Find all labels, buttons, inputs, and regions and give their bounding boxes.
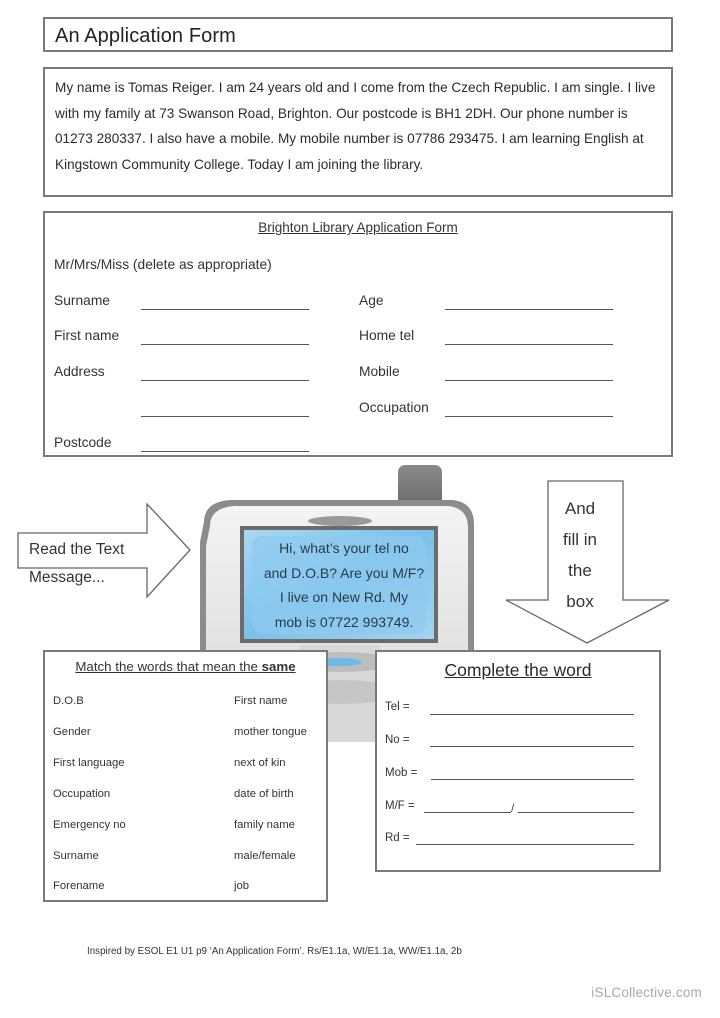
read-text-line: Read the Text: [29, 541, 125, 558]
address-input-line1[interactable]: [141, 380, 309, 381]
mobile-input[interactable]: [445, 380, 613, 381]
sms-line: and D.O.B? Are you M/F?: [263, 564, 425, 581]
mf-label: M/F =: [385, 800, 415, 812]
no-label: No =: [385, 734, 410, 746]
postcode-label: Postcode: [54, 435, 112, 450]
mf-input-f[interactable]: [518, 812, 634, 813]
match-left-item[interactable]: Forename: [53, 880, 105, 892]
read-text-arrow: [17, 503, 192, 598]
match-right-item[interactable]: next of kin: [234, 757, 286, 769]
fill-box-line: And: [564, 499, 596, 518]
age-input[interactable]: [445, 309, 613, 310]
intro-text-box: [43, 67, 673, 197]
home-tel-label: Home tel: [359, 328, 415, 343]
library-application-form: [43, 211, 673, 457]
title-box: [43, 17, 673, 52]
first-name-input[interactable]: [141, 344, 309, 345]
match-right-item[interactable]: male/female: [234, 850, 296, 862]
source-note: Inspired by ESOL E1 U1 p9 ‘An Application Form’. Rs/E1.1a, Wt/E1.1a, WW/E1.1a, 2b: [87, 946, 462, 957]
tel-label: Tel =: [385, 701, 410, 713]
intro-paragraph: My name is Tomas Reiger. I am 24 years old and I come from the Czech Republic. I am single. I live with my family at 73 Swanson Road, Brighton. Our postcode is BH1 2DH. Our phone number is 01273 280337. I also have a mobile. My mobile number is 07786 293475. I am learning English at Kingstown Community College. Today I am joining the library.: [55, 80, 656, 172]
sms-line: mob is 07722 993749.: [274, 613, 414, 630]
address-label: Address: [54, 364, 105, 379]
match-left-item[interactable]: First language: [53, 757, 125, 769]
match-left-item[interactable]: Occupation: [53, 788, 111, 800]
match-heading: [45, 659, 326, 674]
fill-box-line: fill in: [562, 530, 597, 549]
complete-word-exercise: [375, 650, 661, 872]
match-left-item[interactable]: Gender: [53, 726, 91, 738]
match-right-item[interactable]: mother tongue: [234, 726, 307, 738]
first-name-label: First name: [54, 328, 120, 343]
match-right-item[interactable]: First name: [234, 695, 288, 707]
occupation-input[interactable]: [445, 416, 613, 417]
read-text-line: Message...: [29, 569, 105, 586]
mob-input[interactable]: [431, 779, 634, 780]
match-left-item[interactable]: Emergency no: [53, 819, 126, 831]
home-tel-input[interactable]: [445, 344, 613, 345]
match-heading-text: Match the words that mean the: [75, 659, 262, 674]
postcode-input[interactable]: [141, 451, 309, 452]
surname-label: Surname: [54, 293, 110, 308]
match-heading-bold: same: [261, 659, 296, 674]
address-input-line2[interactable]: [141, 416, 309, 417]
sms-line: I live on New Rd. My: [279, 589, 409, 605]
mob-label: Mob =: [385, 767, 418, 779]
fill-box-line: box: [566, 592, 594, 611]
read-text-label: [29, 536, 124, 592]
page-title: An Application Form: [55, 25, 236, 47]
match-left-item[interactable]: D.O.B: [53, 695, 84, 707]
form-heading: Brighton Library Application Form: [258, 220, 458, 235]
mf-input-m[interactable]: [424, 812, 511, 813]
complete-heading: Complete the word: [444, 660, 592, 680]
fill-box-label: [550, 493, 610, 617]
no-input[interactable]: [430, 746, 634, 747]
match-right-item[interactable]: date of birth: [234, 788, 294, 800]
sms-line: Hi, what’s your tel no: [279, 540, 409, 556]
salutation-field[interactable]: Mr/Mrs/Miss (delete as appropriate): [54, 257, 272, 272]
fill-box-line: the: [568, 561, 592, 580]
surname-input[interactable]: [141, 309, 309, 310]
match-right-item[interactable]: family name: [234, 819, 295, 831]
rd-input[interactable]: [416, 844, 634, 845]
mf-separator: /: [511, 801, 515, 815]
occupation-label: Occupation: [359, 400, 429, 415]
watermark: iSLCollective.com: [591, 985, 702, 1000]
match-left-item[interactable]: Surname: [53, 850, 99, 862]
match-right-item[interactable]: job: [234, 880, 250, 892]
mobile-label: Mobile: [359, 364, 400, 379]
rd-label: Rd =: [385, 832, 410, 844]
fill-box-arrow: [505, 480, 670, 645]
age-label: Age: [359, 293, 384, 308]
tel-input[interactable]: [430, 714, 634, 715]
sms-message: [248, 536, 440, 634]
match-words-exercise: [43, 650, 328, 902]
